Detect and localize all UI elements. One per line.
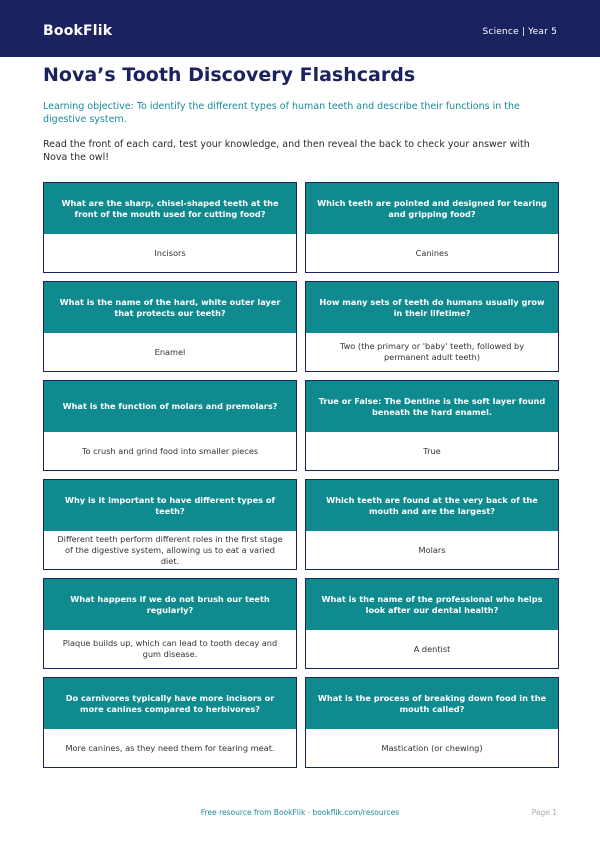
flashcard[interactable]	[305, 281, 559, 372]
flashcard-answer: True	[306, 432, 558, 470]
flashcard-answer: Different teeth perform different roles in the first stage of the digestive system, allowing us to eat a varied diet.	[44, 531, 296, 569]
flashcard[interactable]	[305, 677, 559, 768]
flashcard-question: True or False: The Dentine is the soft layer found beneath the hard enamel.	[306, 381, 558, 432]
flashcard-answer: Canines	[306, 234, 558, 272]
learning-objective: Learning objective: To identify the different types of human teeth and describe their functions in the digestive system.	[43, 101, 520, 125]
flashcard[interactable]	[305, 479, 559, 570]
page-title: Nova’s Tooth Discovery Flashcards	[43, 64, 416, 86]
flashcard-question: What are the sharp, chisel-shaped teeth at the front of the mouth used for cutting food?	[44, 183, 296, 234]
brand-logo[interactable]: BookFlik	[43, 23, 113, 39]
flashcard[interactable]	[43, 677, 297, 768]
page-number: Page 1	[531, 808, 557, 817]
top-bar	[0, 0, 600, 57]
flashcard[interactable]	[43, 479, 297, 570]
flashcard-answer: To crush and grind food into smaller pieces	[44, 432, 296, 470]
footer-credit[interactable]: Free resource from BookFlik · bookflik.com/resources	[200, 808, 400, 817]
flashcard-question: What is the name of the hard, white outer layer that protects our teeth?	[44, 282, 296, 333]
flashcard-question: What is the name of the professional who helps look after our dental health?	[306, 579, 558, 630]
flashcard-question: Do carnivores typically have more incisors or more canines compared to herbivores?	[44, 678, 296, 729]
flashcard[interactable]	[305, 380, 559, 471]
flashcard-answer: Enamel	[44, 333, 296, 371]
flashcard-answer: Two (the primary or 'baby' teeth, followed by permanent adult teeth)	[306, 333, 558, 371]
flashcard-answer: Molars	[306, 531, 558, 569]
flashcard-question: Why is it important to have different types of teeth?	[44, 480, 296, 531]
flashcard[interactable]	[43, 380, 297, 471]
flashcard-answer: Mastication (or chewing)	[306, 729, 558, 767]
flashcard-grid	[43, 182, 559, 768]
flashcard[interactable]	[43, 281, 297, 372]
flashcard-question: What happens if we do not brush our teeth regularly?	[44, 579, 296, 630]
flashcard-question: Which teeth are pointed and designed for tearing and gripping food?	[306, 183, 558, 234]
flashcard[interactable]	[305, 578, 559, 669]
flashcard-answer: More canines, as they need them for tearing meat.	[44, 729, 296, 767]
flashcard[interactable]	[305, 182, 559, 273]
flashcard-question: Which teeth are found at the very back of the mouth and are the largest?	[306, 480, 558, 531]
flashcard[interactable]	[43, 182, 297, 273]
flashcard-answer: A dentist	[306, 630, 558, 668]
flashcard-question: What is the function of molars and premolars?	[44, 381, 296, 432]
flashcard[interactable]	[43, 578, 297, 669]
flashcard-question: What is the process of breaking down food in the mouth called?	[306, 678, 558, 729]
flashcard-answer: Plaque builds up, which can lead to tooth decay and gum disease.	[44, 630, 296, 668]
intro-text: Read the front of each card, test your knowledge, and then reveal the back to check your answer with Nova the owl!	[43, 139, 530, 163]
flashcard-answer: Incisors	[44, 234, 296, 272]
flashcard-question: How many sets of teeth do humans usually grow in their lifetime?	[306, 282, 558, 333]
breadcrumb: Science | Year 5	[482, 27, 557, 37]
